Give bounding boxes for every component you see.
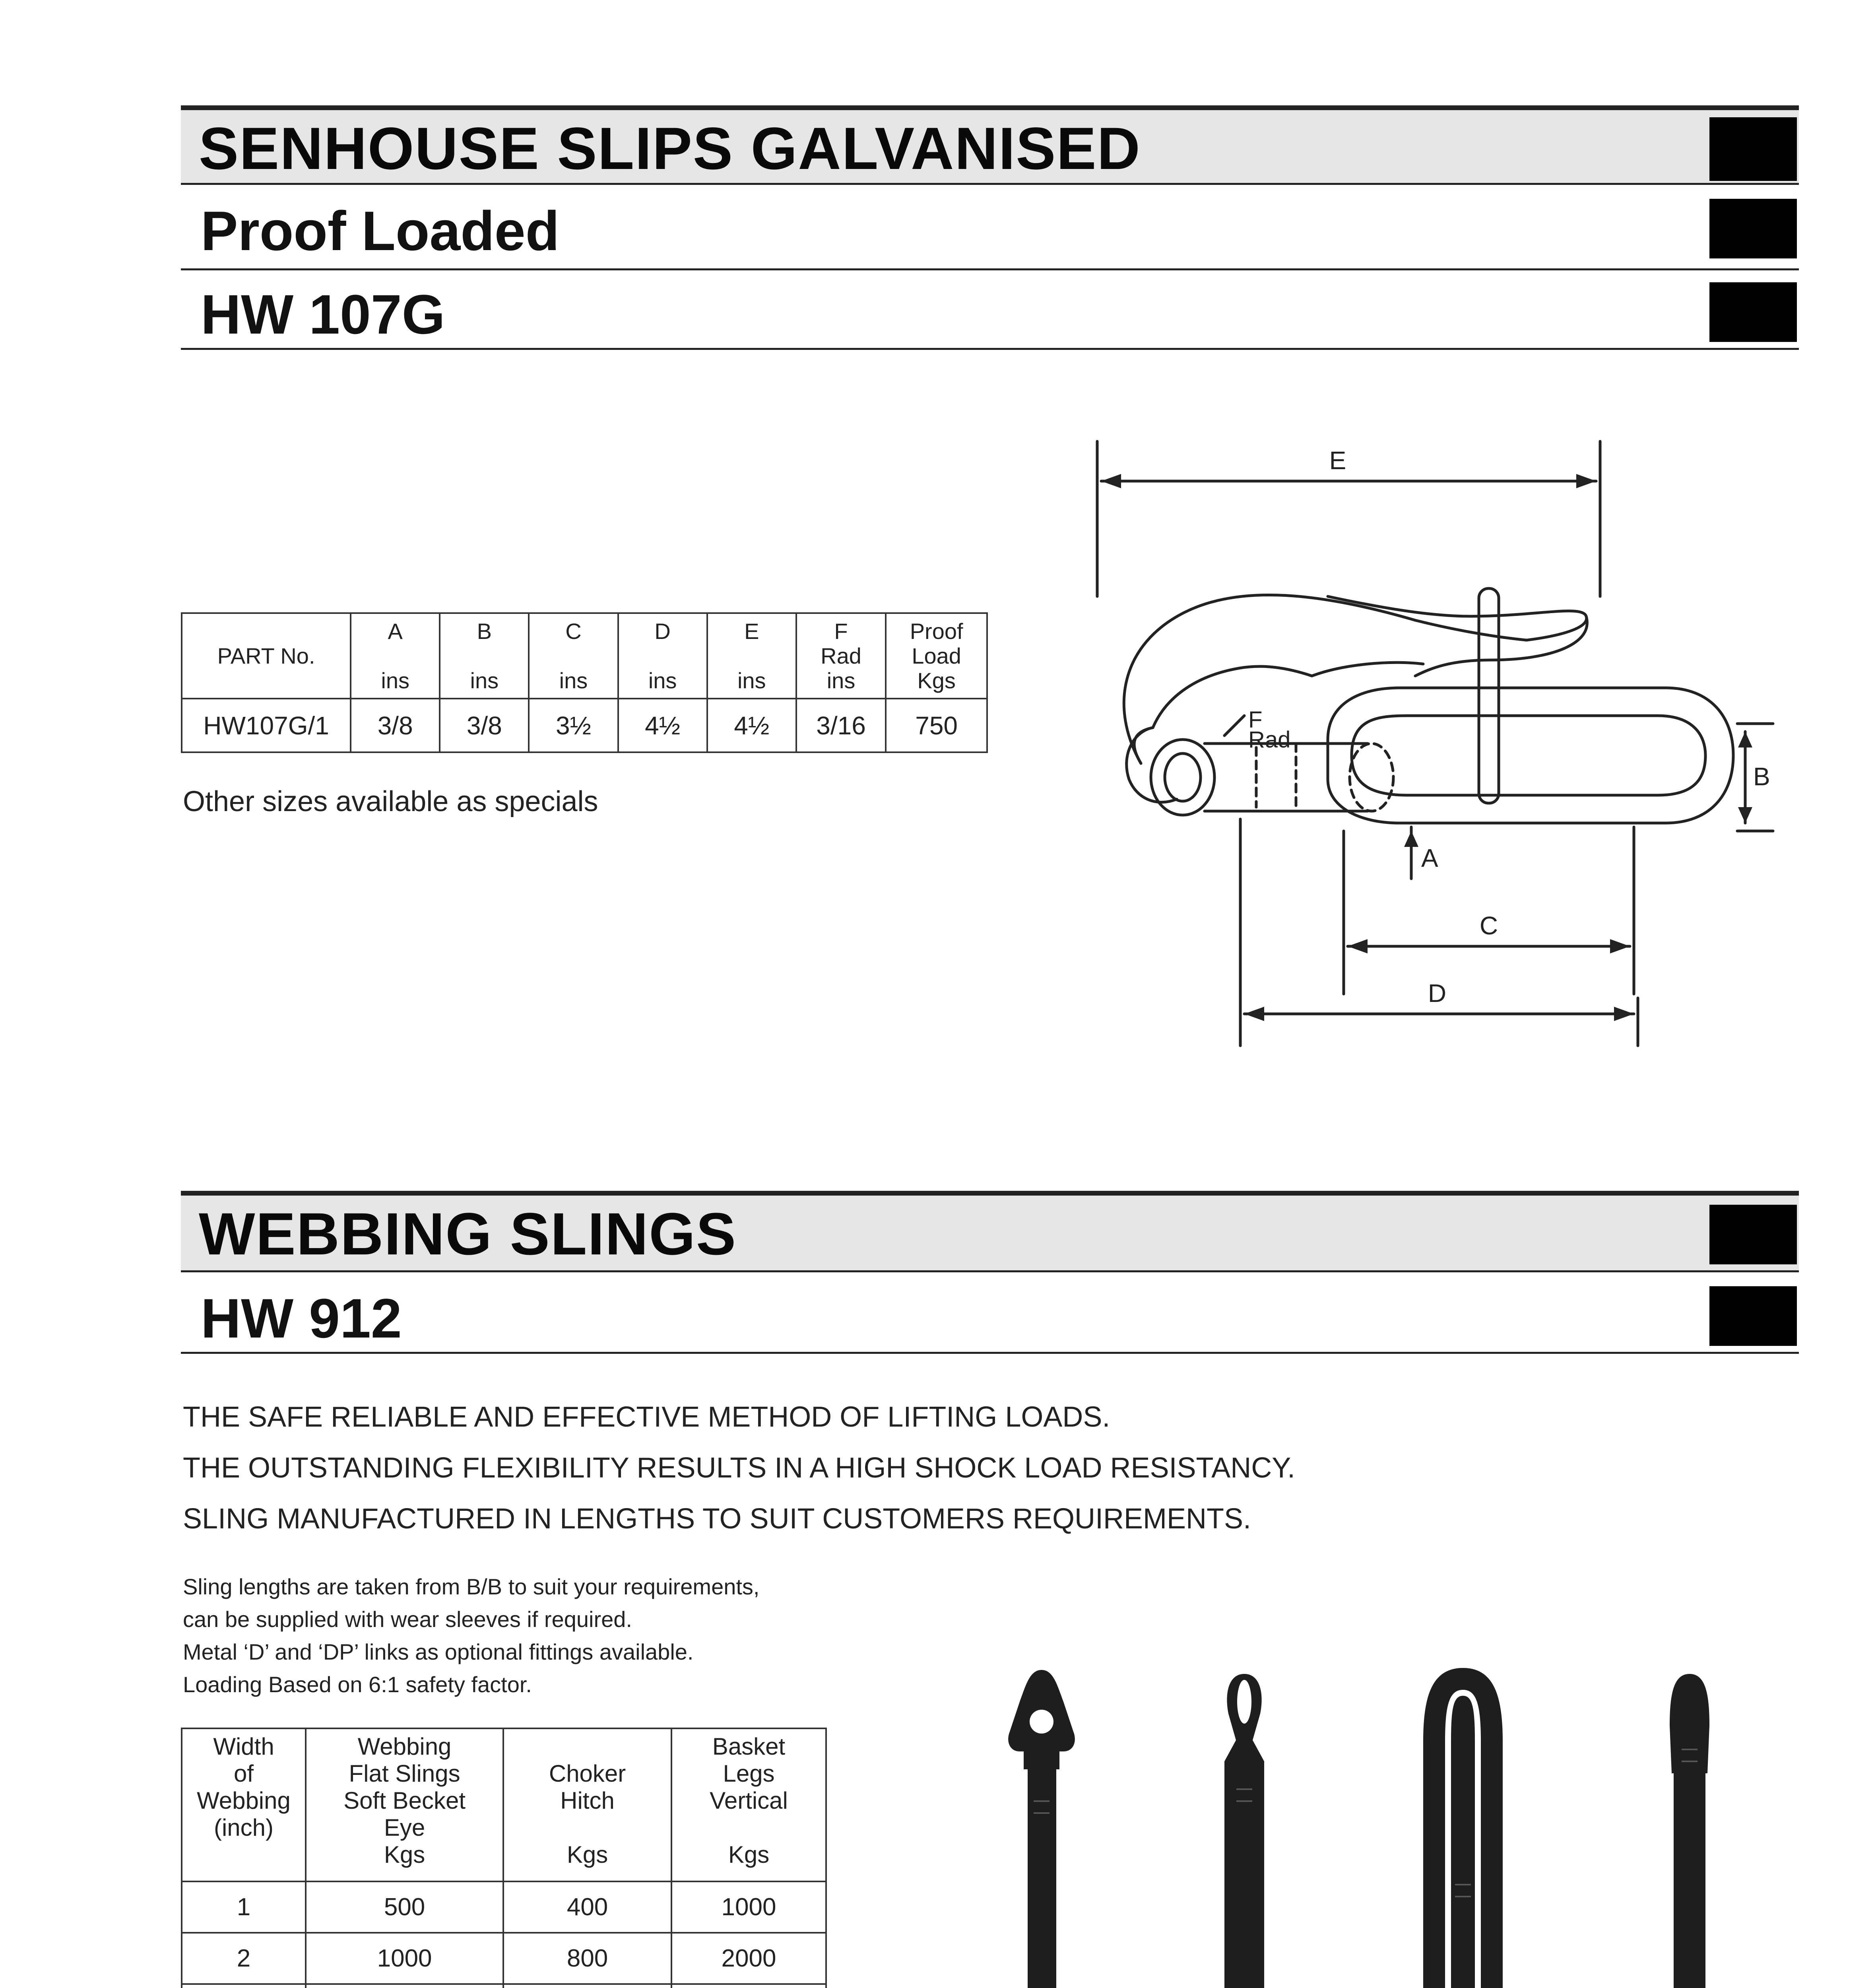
cell-proof-load: 750 xyxy=(886,699,987,752)
header-e: E ins xyxy=(707,613,796,699)
cell: 1000 xyxy=(671,1881,826,1933)
table-row xyxy=(182,699,987,752)
product-code: HW 107G xyxy=(201,283,445,346)
sling-twisted-eye-illustration xyxy=(1201,1670,1288,1988)
table-row xyxy=(182,1881,826,1933)
header-flat-slings: Webbing Flat Slings Soft Becket Eye Kgs xyxy=(306,1728,503,1881)
senhouse-spec-table xyxy=(181,612,988,753)
header-block xyxy=(1709,1205,1797,1264)
cell-f: 3/16 xyxy=(796,699,886,752)
dim-f-label: F xyxy=(1248,707,1263,733)
description-line: THE SAFE RELIABLE AND EFFECTIVE METHOD OF LIFTING LOADS. xyxy=(183,1401,1110,1433)
cell: 1000 xyxy=(306,1933,503,1984)
webbing-load-table xyxy=(181,1728,827,1988)
note-line: Sling lengths are taken from B/B to suit your requirements, xyxy=(183,1574,760,1599)
table-header-row xyxy=(182,613,987,699)
header-width: Width of Webbing (inch) xyxy=(182,1728,306,1881)
description-line: SLING MANUFACTURED IN LENGTHS TO SUIT CUSTOMERS REQUIREMENTS. xyxy=(183,1503,1251,1535)
description-lines xyxy=(183,1392,1295,1544)
section-header-senhouse xyxy=(181,105,1799,185)
cell: 2000 xyxy=(671,1933,826,1984)
table-row xyxy=(182,1984,826,1988)
product-code: HW 912 xyxy=(201,1287,402,1349)
description-line: THE OUTSTANDING FLEXIBILITY RESULTS IN A HIGH SHOCK LOAD RESISTANCY. xyxy=(183,1452,1295,1484)
code-row xyxy=(181,1274,1799,1354)
dim-e-label: E xyxy=(1329,446,1346,475)
cell xyxy=(182,1984,306,1988)
note-line: can be supplied with wear sleeves if required. xyxy=(183,1607,632,1632)
cell-e: 4½ xyxy=(707,699,796,752)
header-block xyxy=(1709,1286,1797,1346)
section-header-webbing xyxy=(181,1191,1799,1272)
cell xyxy=(503,1984,671,1988)
cell-d: 4½ xyxy=(618,699,707,752)
header-proof-load: Proof Load Kgs xyxy=(886,613,987,699)
header-choker: Choker Hitch Kgs xyxy=(503,1728,671,1881)
other-sizes-note: Other sizes available as specials xyxy=(183,786,598,817)
code-row xyxy=(181,270,1799,350)
cell-b: 3/8 xyxy=(440,699,529,752)
cell xyxy=(306,1984,503,1988)
senhouse-slip-diagram xyxy=(1073,429,1789,1050)
header-b: B ins xyxy=(440,613,529,699)
cell: 2 xyxy=(182,1933,306,1984)
table-header-row xyxy=(182,1728,826,1881)
dim-a-label: A xyxy=(1421,844,1438,872)
header-d: D ins xyxy=(618,613,707,699)
header-part-no: PART No. xyxy=(182,613,351,699)
cell: 500 xyxy=(306,1881,503,1933)
header-f: F Rad ins xyxy=(796,613,886,699)
section-title: WEBBING SLINGS xyxy=(199,1200,737,1267)
header-block xyxy=(1709,282,1797,342)
cell: 1 xyxy=(182,1881,306,1933)
header-block xyxy=(1709,117,1797,181)
dim-rad-label: Rad xyxy=(1248,727,1291,753)
note-line: Loading Based on 6:1 safety factor. xyxy=(183,1672,532,1697)
dim-c-label: C xyxy=(1479,911,1498,940)
header-a: A ins xyxy=(351,613,440,699)
cell: 800 xyxy=(503,1933,671,1984)
sling-notes xyxy=(183,1571,759,1701)
header-c: C ins xyxy=(529,613,618,699)
sling-flat-eye-illustration xyxy=(1654,1670,1725,1988)
cell-part: HW107G/1 xyxy=(182,699,351,752)
table-row xyxy=(182,1933,826,1984)
section-title: SENHOUSE SLIPS GALVANISED xyxy=(199,115,1141,182)
header-basket: Basket Legs Vertical Kgs xyxy=(671,1728,826,1881)
dim-b-label: B xyxy=(1753,762,1770,791)
note-line: Metal ‘D’ and ‘DP’ links as optional fittings available. xyxy=(183,1639,694,1664)
dim-d-label: D xyxy=(1428,979,1447,1008)
subtitle-proof-loaded: Proof Loaded xyxy=(201,200,560,262)
sling-d-dp-plates-illustration xyxy=(982,1662,1101,1988)
subtitle-row xyxy=(181,187,1799,270)
cell xyxy=(671,1984,826,1988)
cell: 400 xyxy=(503,1881,671,1933)
sling-endless-illustration xyxy=(1415,1662,1511,1988)
cell-c: 3½ xyxy=(529,699,618,752)
cell-a: 3/8 xyxy=(351,699,440,752)
header-block xyxy=(1709,199,1797,258)
